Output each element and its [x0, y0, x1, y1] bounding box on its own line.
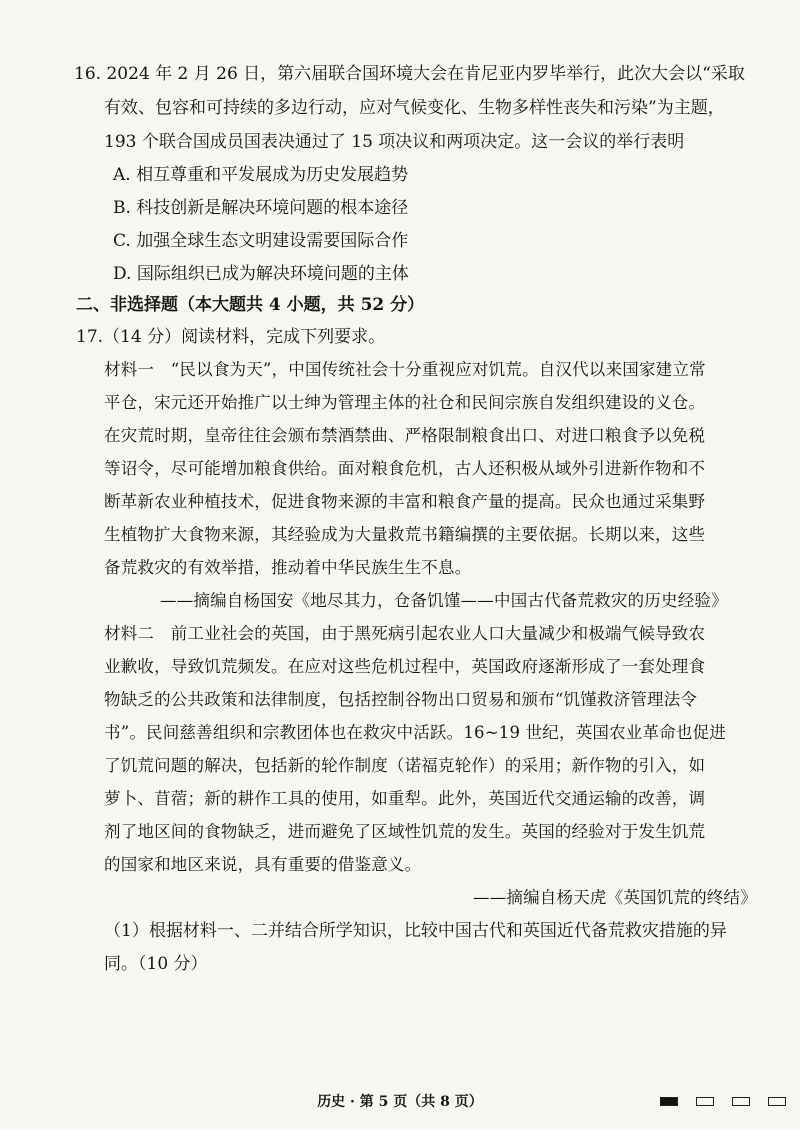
- q17-sub1-line-2: 同。（10 分）: [104, 954, 208, 974]
- material-2-line: 书”。民间慈善组织和宗教团体也在救灾中活跃。16~19 世纪，英国农业革命也促进: [104, 723, 726, 742]
- material-1-line: 材料一 “民以食为天”，中国传统社会十分重视应对饥荒。自汉代以来国家建立常: [104, 360, 706, 379]
- material-2-line: 了饥荒问题的解决，包括新的轮作制度（诺福克轮作）的采用；新作物的引入，如: [104, 756, 706, 775]
- material-1-line: 等诏令，尽可能增加粮食供给。面对粮食危机，古人还积极从域外引进新作物和不: [104, 459, 706, 478]
- q16-option-d: D. 国际组织已成为解决环境问题的主体: [113, 264, 409, 284]
- material-2-line: 剂了地区间的食物缺乏，进而避免了区域性饥荒的发生。英国的经验对于发生饥荒: [104, 822, 706, 841]
- q16-option-b: B. 科技创新是解决环境问题的根本途径: [113, 198, 409, 218]
- material-1-line: 在灾荒时期，皇帝往往会颁布禁酒禁曲、严格限制粮食出口、对进口粮食予以免税: [104, 426, 706, 445]
- material-1-source: ——摘编自杨国安《地尽其力，仓备饥馑——中国古代备荒救灾的历史经验》: [160, 591, 728, 610]
- material-2-source: ——摘编自杨天虎《英国饥荒的终结》: [473, 888, 757, 907]
- material-1-line: 平仓，宋元还开始推广以士绅为管理主体的社仓和民间宗族自发组织建设的义仓。: [104, 393, 706, 412]
- q17-stem: 17.（14 分）阅读材料，完成下列要求。: [76, 327, 386, 347]
- q16-stem-line-3: 193 个联合国成员国表决通过了 15 项决议和两项决定。这一会议的举行表明: [104, 132, 685, 152]
- material-2-line: 物缺乏的公共政策和法律制度，包括控制谷物出口贸易和颁布“饥馑救济管理法令: [104, 690, 698, 709]
- page-footer: 历史 · 第 5 页（共 8 页）: [317, 1094, 483, 1110]
- section-heading: 二、非选择题（本大题共 4 小题，共 52 分）: [76, 295, 425, 315]
- q17-sub1-line-1: （1）根据材料一、二并结合所学知识，比较中国古代和英国近代备荒救灾措施的异: [104, 921, 727, 941]
- page-marker-filled: [660, 1097, 678, 1106]
- q16-option-c: C. 加强全球生态文明建设需要国际合作: [113, 231, 409, 251]
- material-2-line: 萝卜、苜蓿；新的耕作工具的使用，如重犁。此外，英国近代交通运输的改善，调: [104, 789, 706, 808]
- q16-stem-line-2: 有效、包容和可持续的多边行动，应对气候变化、生物多样性丧失和污染”为主题，: [104, 98, 725, 118]
- material-2-line: 的国家和地区来说，具有重要的借鉴意义。: [104, 855, 422, 874]
- material-2-line: 业歉收，导致饥荒频发。在应对这些危机过程中，英国政府逐渐形成了一套处理食: [104, 657, 706, 676]
- q16-option-a: A. 相互尊重和平发展成为历史发展趋势: [113, 165, 409, 185]
- material-1-line: 断革新农业种植技术，促进食物来源的丰富和粮食产量的提高。民众也通过采集野: [104, 492, 706, 511]
- page-marker-empty: [732, 1097, 750, 1106]
- material-2-line: 材料二 前工业社会的英国，由于黑死病引起农业人口大量减少和极端气候导致农: [104, 624, 706, 643]
- q16-stem-line-1: 16. 2024 年 2 月 26 日，第六届联合国环境大会在肯尼亚内罗毕举行，此次大会以“采取: [74, 64, 745, 84]
- page-marker-empty: [768, 1097, 786, 1106]
- page-marker-empty: [696, 1097, 714, 1106]
- material-1-line: 生植物扩大食物来源，其经验成为大量救荒书籍编撰的主要依据。长期以来，这些: [104, 525, 706, 544]
- material-1-line: 备荒救灾的有效举措，推动着中华民族生生不息。: [104, 558, 472, 577]
